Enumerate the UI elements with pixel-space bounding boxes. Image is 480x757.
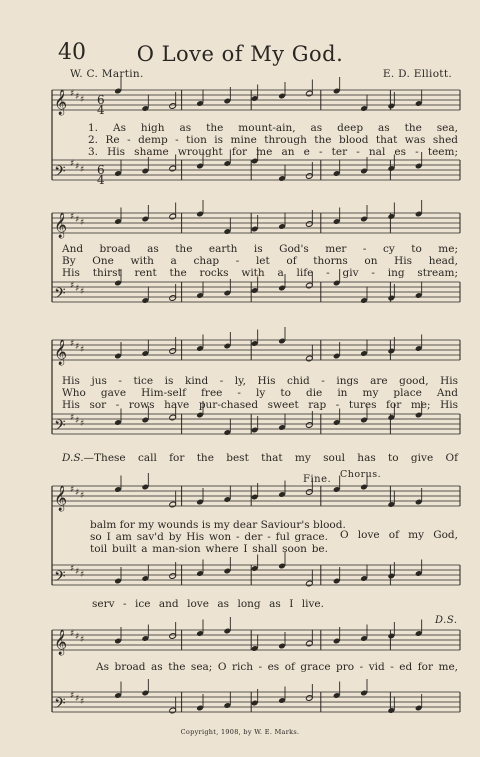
svg-text:♯: ♯ <box>70 485 75 495</box>
system-1-verse-2: 2. Re - demp - tion is mine through the blood that was shed <box>88 134 458 146</box>
ds-label: D.S. <box>62 452 84 464</box>
svg-text:𝄢: 𝄢 <box>54 163 66 184</box>
system-2-verse-2: By One with a chap - let of thorns on His head, <box>62 255 458 267</box>
svg-text:♯: ♯ <box>80 287 85 297</box>
svg-text:♯: ♯ <box>70 413 75 423</box>
svg-text:♯: ♯ <box>75 488 80 498</box>
system-5-verse-1: As broad as the sea; O rich - es of grace pro - vid - ed for me, <box>96 661 458 673</box>
system-4-verse-1: balm for my wounds is my dear Saviour's blood. <box>90 519 346 531</box>
composer-credit: E. D. Elliott. <box>382 68 452 80</box>
svg-text:♯: ♯ <box>75 416 80 426</box>
svg-text:♯: ♯ <box>70 564 75 574</box>
ds-marker: D.S. <box>435 615 458 626</box>
ds-text: —These call for the best that my soul has to give Of <box>83 452 458 464</box>
chorus-label: Chorus. <box>340 469 382 480</box>
svg-text:♯: ♯ <box>70 212 75 222</box>
refrain-tail-lyric: serv - ice and love as long as I live. <box>92 598 324 610</box>
svg-text:♯: ♯ <box>70 629 75 639</box>
svg-text:4: 4 <box>97 103 105 117</box>
chorus-lyric: O love of my God, <box>340 529 458 541</box>
system-2-verse-3: His thirst rent the rocks with a life - giv - ing stream; <box>62 267 458 279</box>
svg-text:♯: ♯ <box>80 635 85 645</box>
system-4-verse-2: so I am sav'd by His won - der - ful grace. <box>90 531 328 543</box>
svg-text:♯: ♯ <box>75 215 80 225</box>
svg-text:♯: ♯ <box>75 92 80 102</box>
svg-text:♯: ♯ <box>80 491 85 501</box>
song-title: O Love of My God. <box>136 42 344 66</box>
svg-text:♯: ♯ <box>75 284 80 294</box>
system-1-verse-3: 3. His shame wrought for me an e - ter - nal es - teem; <box>88 146 458 158</box>
svg-text:♯: ♯ <box>75 342 80 352</box>
fine-label: Fine. <box>303 474 332 485</box>
svg-text:𝄞: 𝄞 <box>54 340 68 365</box>
system-3-verse-2: Who gave Him-self free - ly to die in my place And <box>62 387 458 399</box>
svg-text:♯: ♯ <box>80 345 85 355</box>
svg-text:𝄢: 𝄢 <box>54 285 66 306</box>
system-4-verse-3: toil built a man-sion where I shall soon be. <box>90 543 328 555</box>
svg-text:♯: ♯ <box>75 567 80 577</box>
svg-text:4: 4 <box>97 173 105 187</box>
svg-text:6: 6 <box>97 163 105 177</box>
svg-text:𝄢: 𝄢 <box>54 417 66 438</box>
svg-text:𝄞: 𝄞 <box>54 90 68 115</box>
svg-text:𝄢: 𝄢 <box>54 695 66 716</box>
svg-text:♯: ♯ <box>70 159 75 169</box>
system-1-verse-1: 1. As high as the mount-ain, as deep as the sea, <box>88 122 458 134</box>
author-credit: W. C. Martin. <box>70 68 144 80</box>
svg-text:♯: ♯ <box>80 95 85 105</box>
svg-text:♯: ♯ <box>75 632 80 642</box>
system-2-verse-1: And broad as the earth is God's mer - cy to me; <box>62 243 458 255</box>
ds-lyric-line <box>62 452 458 464</box>
svg-text:♯: ♯ <box>70 339 75 349</box>
svg-text:♯: ♯ <box>80 218 85 228</box>
system-3-verse-3: His sor - rows have pur-chased sweet rap - tures for me; His <box>62 399 458 411</box>
svg-text:♯: ♯ <box>80 165 85 175</box>
svg-text:♯: ♯ <box>80 570 85 580</box>
svg-text:♯: ♯ <box>80 419 85 429</box>
svg-text:♯: ♯ <box>75 162 80 172</box>
page-number: 40 <box>58 40 86 65</box>
svg-text:6: 6 <box>97 93 105 107</box>
svg-text:𝄞: 𝄞 <box>54 486 68 511</box>
svg-text:♯: ♯ <box>80 697 85 707</box>
svg-text:𝄢: 𝄢 <box>54 568 66 589</box>
svg-text:♯: ♯ <box>70 281 75 291</box>
svg-text:♯: ♯ <box>70 89 75 99</box>
svg-text:♯: ♯ <box>70 691 75 701</box>
svg-text:𝄞: 𝄞 <box>54 630 68 655</box>
svg-text:♯: ♯ <box>75 694 80 704</box>
svg-text:𝄞: 𝄞 <box>54 213 68 238</box>
copyright-notice: Copyright, 1908, by W. E. Marks. <box>180 728 300 736</box>
system-3-verse-1: His jus - tice is kind - ly, His chid - ings are good, His <box>62 375 458 387</box>
